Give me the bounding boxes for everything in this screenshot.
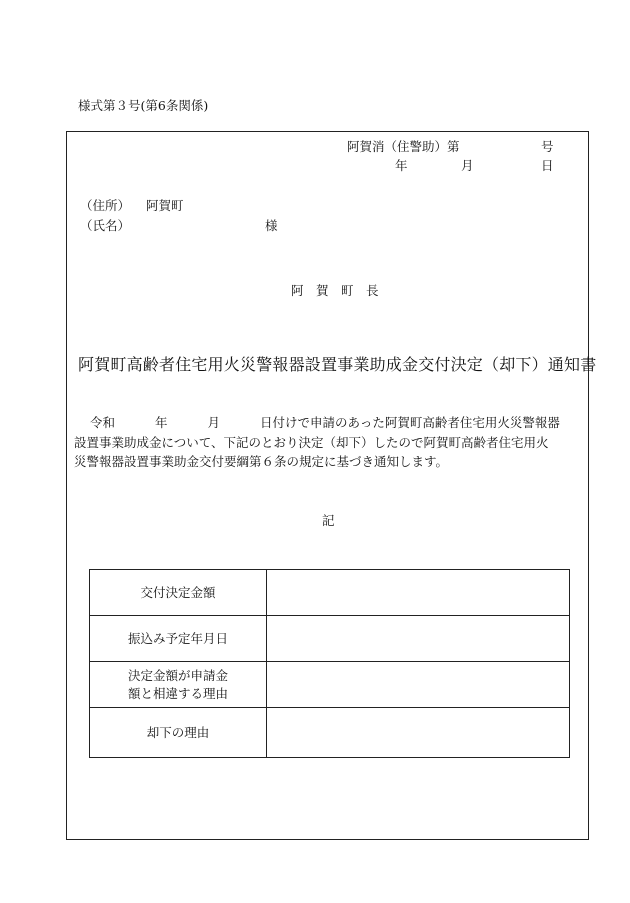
row-label-difference-reason-line-1: 決定金額が申請金 [127, 667, 228, 683]
body-era: 令和 [90, 415, 116, 430]
row-label-difference-reason-line-2: 額と相違する理由 [127, 685, 228, 701]
date-day: 日 [541, 158, 554, 173]
body-line-1 [74, 413, 588, 433]
row-value-transfer-date [267, 616, 570, 662]
table-row [90, 708, 570, 758]
row-value-difference-reason [267, 662, 570, 708]
body-year: 年 [155, 415, 168, 430]
row-value-grant-amount [267, 570, 570, 616]
document-number-suffix: 号 [541, 139, 554, 154]
ki-heading: 記 [322, 513, 335, 528]
row-label-difference-reason [90, 662, 267, 708]
body-line-1-rest: 日付けで申請のあった阿賀町高齢者住宅用火災警報器 [260, 415, 560, 430]
row-label-rejection-reason: 却下の理由 [90, 708, 267, 758]
name-label: （氏名） [80, 218, 131, 233]
body-line-3: 災警報器設置事業助金交付要綱第６条の規定に基づき通知します。 [74, 454, 449, 469]
decision-table [89, 569, 570, 758]
table-row [90, 662, 570, 708]
document-number-prefix: 阿賀消（住警助）第 [347, 139, 460, 154]
issuer: 阿 賀 町 長 [291, 283, 379, 298]
body-line-2: 設置事業助成金について、下記のとおり決定（却下）したので阿賀町高齢者住宅用火 [74, 434, 549, 450]
row-value-rejection-reason [267, 708, 570, 758]
date-month: 月 [461, 158, 474, 173]
notice-body [74, 413, 588, 472]
honorific: 様 [265, 218, 278, 233]
table-row [90, 616, 570, 662]
date-year: 年 [395, 158, 408, 173]
row-label-grant-amount: 交付決定金額 [90, 570, 267, 616]
row-label-transfer-date: 振込み予定年月日 [90, 616, 267, 662]
address-label: （住所） [80, 198, 131, 213]
table-row [90, 570, 570, 616]
form-number-label: 様式第３号(第6条関係) [78, 98, 209, 113]
address-value: 阿賀町 [146, 198, 184, 213]
body-month: 月 [207, 415, 221, 430]
document-title: 阿賀町高齢者住宅用火災警報器設置事業助成金交付決定（却下）通知書 [78, 355, 597, 374]
